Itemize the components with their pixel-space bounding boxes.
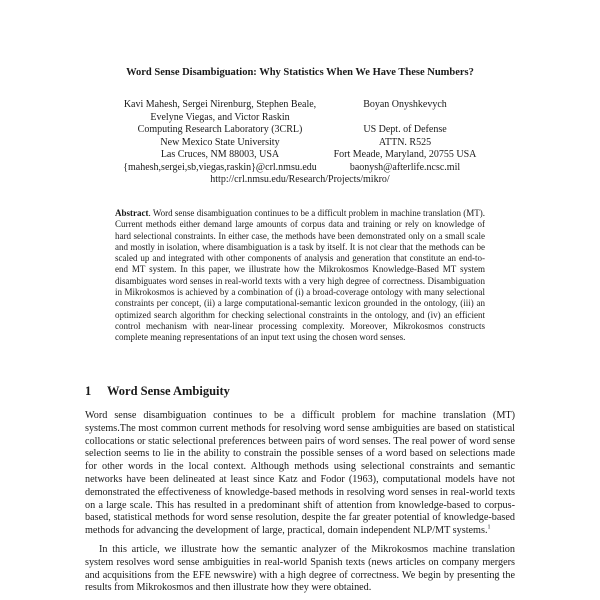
body-paragraph-2: In this article, we illustrate how the semantic analyzer of the Mikrokosmos machine translation system resolves word sense ambiguities in real-world Spanish texts (news articles on company mergers and acquisitions from the EFE newswire) with a high degree of correctness. We begin by presenting the results from Mikrokosmos and then illustrate how they were obtained. [85, 544, 515, 594]
author-line: Boyan Onyshkevych [363, 99, 447, 110]
author-line: Fort Meade, Maryland, 20755 USA [333, 149, 477, 161]
paragraph-text: Word sense disambiguation continues to be a difficult problem for machine translation (MT) systems.The most common current methods for resolving word sense ambiguities are based on statistical collocations or static selectional preferences between pairs of word senses. The real power of word sense selection seems to lie in the ability to constrain the possible senses of a word based on selections made for other words in the local context. Although methods using selectional constraints and semantic networks have been delineated at least since Katz and Fodor (1963), computational models have not demonstrated the effectiveness of knowledge-based methods in resolving word senses in real-world texts on a large scale. This has resulted in a predominant shift of attention from knowledge-based to corpus-based, statistical methods for word sense resolution, despite the far greater potential of knowledge-based methods for advancing the development of large, practical, domain independent NLP/MT systems. [85, 410, 515, 537]
section-heading [85, 384, 230, 399]
author-line: US Dept. of Defense [363, 124, 447, 136]
abstract [115, 208, 485, 344]
author-line: New Mexico State University [160, 136, 280, 148]
author-email: baonysh@afterlife.ncsc.mil [349, 161, 461, 173]
paper-title: Word Sense Disambiguation: Why Statistics When We Have These Numbers? [126, 67, 474, 78]
authors-right [290, 99, 520, 175]
footnote-mark[interactable]: 1 [487, 524, 491, 531]
author-line: Evelyne Viegas, and Victor Raskin [150, 111, 290, 123]
project-url[interactable]: http://crl.nmsu.edu/Research/Projects/mikro/ [210, 174, 390, 185]
body-paragraph-1 [85, 410, 515, 538]
author-email: {mahesh,sergei,sb,viegas,raskin}@crl.nmsu.edu [123, 161, 317, 173]
author-line: Computing Research Laboratory (3CRL) [137, 124, 303, 136]
author-line: Kavi Mahesh, Sergei Nirenburg, Stephen Beale, [123, 99, 317, 110]
author-line: Las Cruces, NM 88003, USA [160, 149, 280, 161]
abstract-label: Abstract [115, 208, 149, 218]
author-line [290, 112, 520, 125]
section-number: 1 [85, 384, 92, 398]
author-line: ATTN. R525 [378, 136, 432, 148]
abstract-text: . Word sense disambiguation continues to be a difficult problem in machine translation (MT). Current methods either demand large amounts of corpus data and training or rely on knowledge of hard selectional constraints. In either case, the methods have been demonstrated only on a small scale and mostly in isolation, where disambiguation is a task by itself. It is not clear that the methods can be scaled up and integrated with other components of analysis and generation that constitute an end-to-end MT system. In this paper, we illustrate how the Mikrokosmos Knowledge-Based MT system disambiguates word senses in real-world texts with a very high degree of correctness. Disambiguation in Mikrokosmos is achieved by a combination of (i) a broad-coverage ontology with many selectional constraints per concept, (ii) a large computational-semantic lexicon grounded in the ontology, (iii) an optimized search algorithm for checking selectional constraints in the ontology, and (iv) an efficient control mechanism with near-linear processing complexity. Moreover, Mikrokosmos constructs complete meaning representations of an input text using the chosen word senses. [115, 208, 485, 343]
section-title: Word Sense Ambiguity [107, 384, 230, 398]
